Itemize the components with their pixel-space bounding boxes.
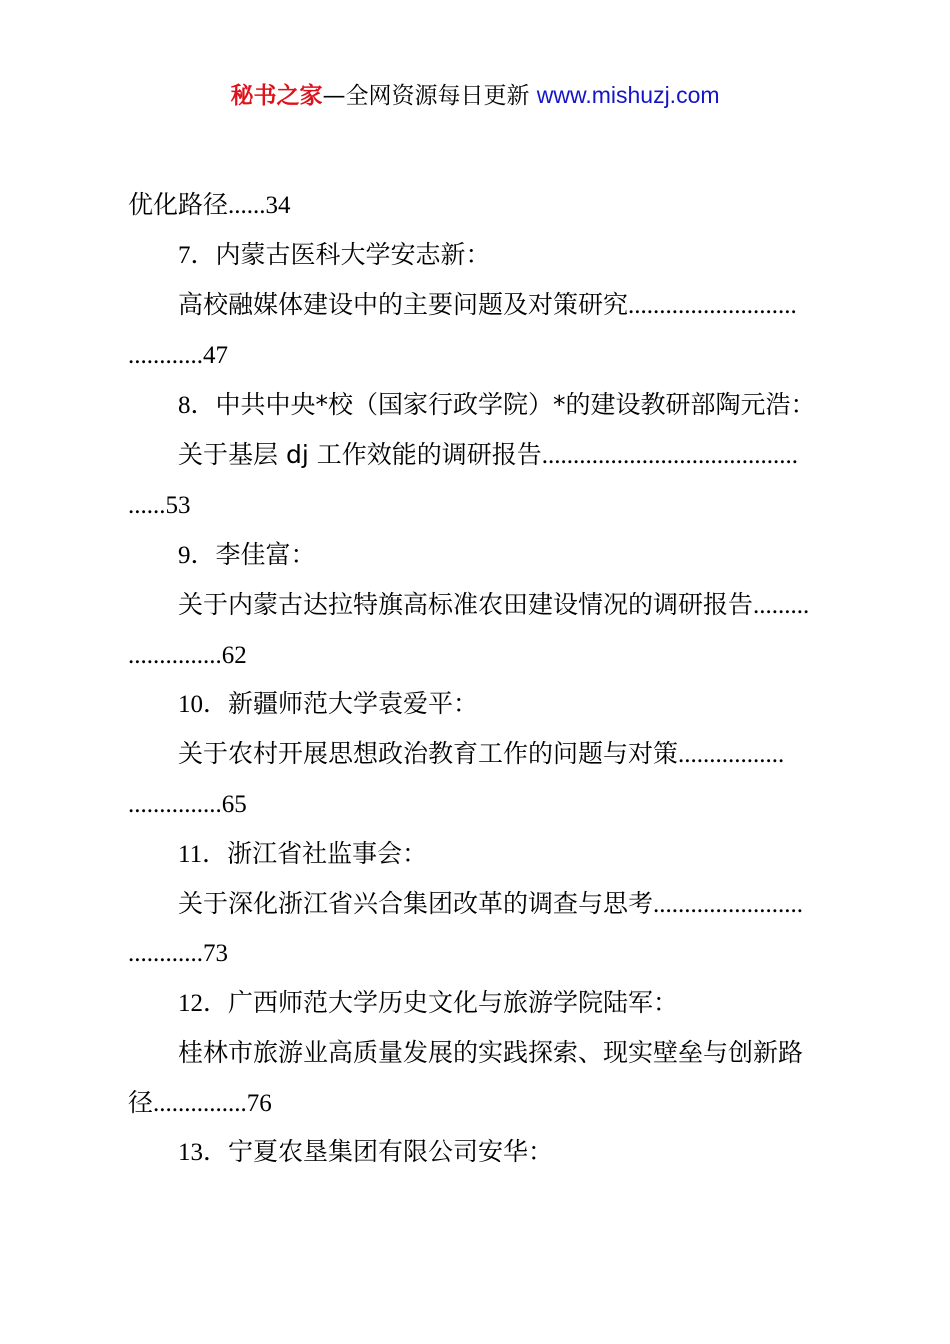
toc-page-ref: ............73 xyxy=(128,940,228,967)
toc-page-ref: ...............62 xyxy=(128,642,247,669)
site-header xyxy=(0,78,950,113)
toc-entry-heading: 9．李佳富： xyxy=(178,540,316,569)
site-url[interactable]: www.mishuzj.com xyxy=(536,82,720,108)
toc-entry-title: 桂林市旅游业高质量发展的实践探索、现实壁垒与创新路 xyxy=(178,1038,804,1067)
toc-page-ref: ............47 xyxy=(128,342,228,369)
toc-entry-title: 关于内蒙古达拉特旗高标准农田建设情况的调研报告......... xyxy=(178,590,810,619)
toc-entry-heading: 7．内蒙古医科大学安志新： xyxy=(178,240,491,269)
toc-entry-heading: 8．中共中央*校（国家行政学院）*的建设教研部陶元浩： xyxy=(178,390,816,419)
toc-entry-title: 关于农村开展思想政治教育工作的问题与对策................. xyxy=(178,739,785,768)
toc-page-ref: ...............65 xyxy=(128,791,247,818)
toc-page-ref: 径...............76 xyxy=(128,1088,272,1117)
toc-entry-heading: 13．宁夏农垦集团有限公司安华： xyxy=(178,1137,554,1166)
toc-entry-heading: 11．浙江省社监事会： xyxy=(178,839,428,868)
toc-line: 优化路径......34 xyxy=(128,190,291,219)
toc-entry-title: 关于深化浙江省兴合集团改革的调查与思考........................ xyxy=(178,889,804,918)
header-tagline: —全网资源每日更新 xyxy=(322,83,537,109)
toc-entry-heading: 10．新疆师范大学袁爱平： xyxy=(178,689,479,718)
toc-entry-title: 高校融媒体建设中的主要问题及对策研究........................... xyxy=(178,290,797,319)
brand-name: 秘书之家 xyxy=(230,83,323,109)
toc-entry-heading: 12．广西师范大学历史文化与旅游学院陆军： xyxy=(178,988,679,1017)
toc-page-ref: ......53 xyxy=(128,492,191,519)
toc-entry-title: 关于基层 dj 工作效能的调研报告......................................... xyxy=(178,440,798,469)
